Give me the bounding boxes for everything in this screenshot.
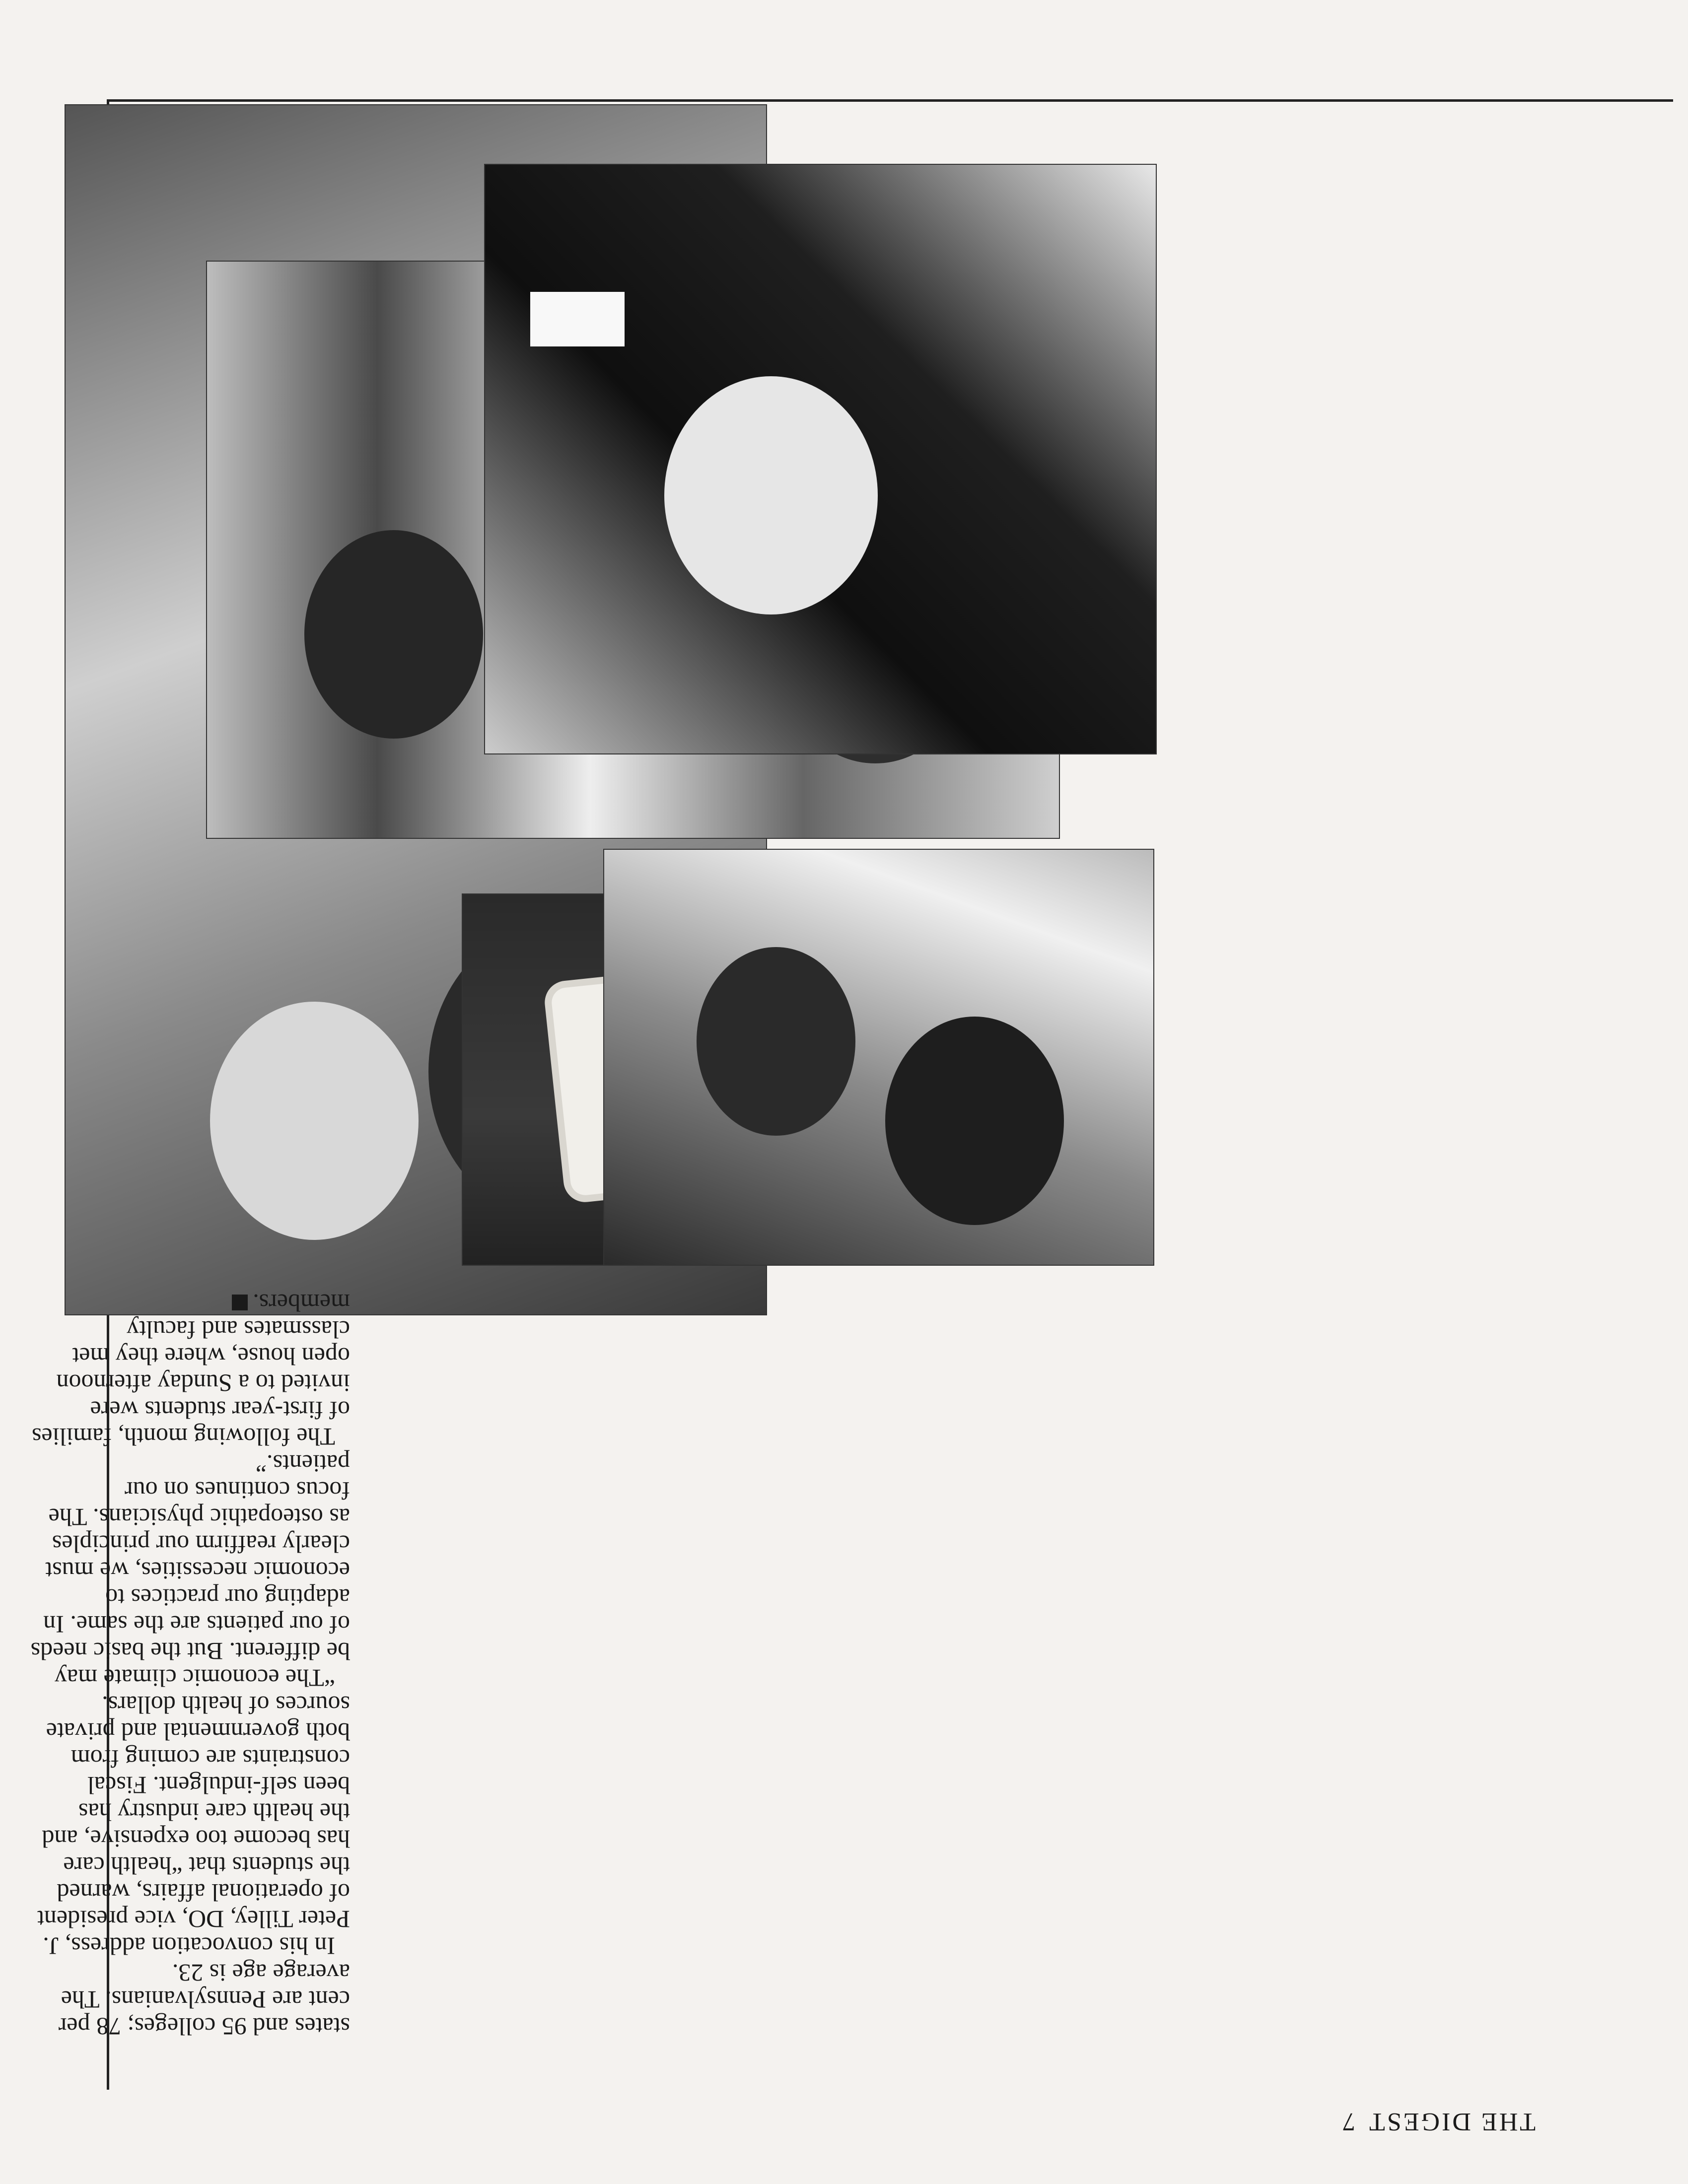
- article-text: [27, 1290, 350, 2040]
- article-paragraph-last: [27, 1290, 350, 1450]
- name-badge: [530, 292, 625, 346]
- article-paragraph-text: The following month, families of first-year students were invited to a Sunday afternoon open house, where they met classmates and faculty members.: [31, 1289, 350, 1451]
- photo-student-portrait: [484, 164, 1157, 754]
- article-paragraph: In his convocation address, J. Peter Tilley, DO, vice president of operational affairs, warned the students that “health care has become too expensive, and the health care industry has been self-indulgent. Fiscal constraints are coming from both governmental and private sources of health dollars.: [37, 1691, 350, 1960]
- article-paragraph: states and 95 colleges; 78 per cent are Pennsylvanians. The average age is 23.: [58, 1959, 350, 2041]
- photo-two-students: [603, 849, 1154, 1266]
- article-paragraph: “The economic climate may be different. But the basic needs of our patients are the same. In adapting our practices to economic necessities, we must clearly reaffirm our principles as osteopathic physicians. The focus continues on our patients.”: [30, 1450, 350, 1692]
- page-number: 7: [1340, 2108, 1355, 2136]
- publication-name: THE DIGEST: [1367, 2108, 1536, 2136]
- running-footer: [1340, 2107, 1536, 2136]
- page-rule-horizontal: [107, 99, 1673, 102]
- end-of-article-mark: [232, 1295, 248, 1310]
